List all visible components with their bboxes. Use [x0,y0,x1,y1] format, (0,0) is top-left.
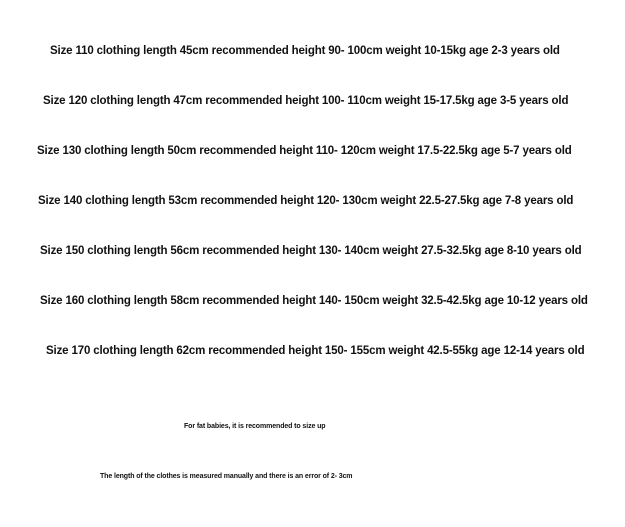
size-row-110: Size 110 clothing length 45cm recommended height 90- 100cm weight 10-15kg age 2-3 years old [50,45,560,57]
size-row-170: Size 170 clothing length 62cm recommended height 150- 155cm weight 42.5-55kg age 12-14 years old [46,345,585,357]
size-row-150: Size 150 clothing length 56cm recommended height 130- 140cm weight 27.5-32.5kg age 8-10 years old [40,245,582,257]
size-row-130: Size 130 clothing length 50cm recommended height 110- 120cm weight 17.5-22.5kg age 5-7 years old [37,145,572,157]
size-row-120: Size 120 clothing length 47cm recommended height 100- 110cm weight 15-17.5kg age 3-5 years old [43,95,569,107]
size-row-140: Size 140 clothing length 53cm recommended height 120- 130cm weight 22.5-27.5kg age 7-8 years old [38,195,574,207]
size-up-note: For fat babies, it is recommended to size up [184,423,326,430]
size-row-160: Size 160 clothing length 58cm recommended height 140- 150cm weight 32.5-42.5kg age 10-12 years old [40,295,588,307]
measurement-error-note: The length of the clothes is measured manually and there is an error of 2- 3cm [100,473,353,480]
